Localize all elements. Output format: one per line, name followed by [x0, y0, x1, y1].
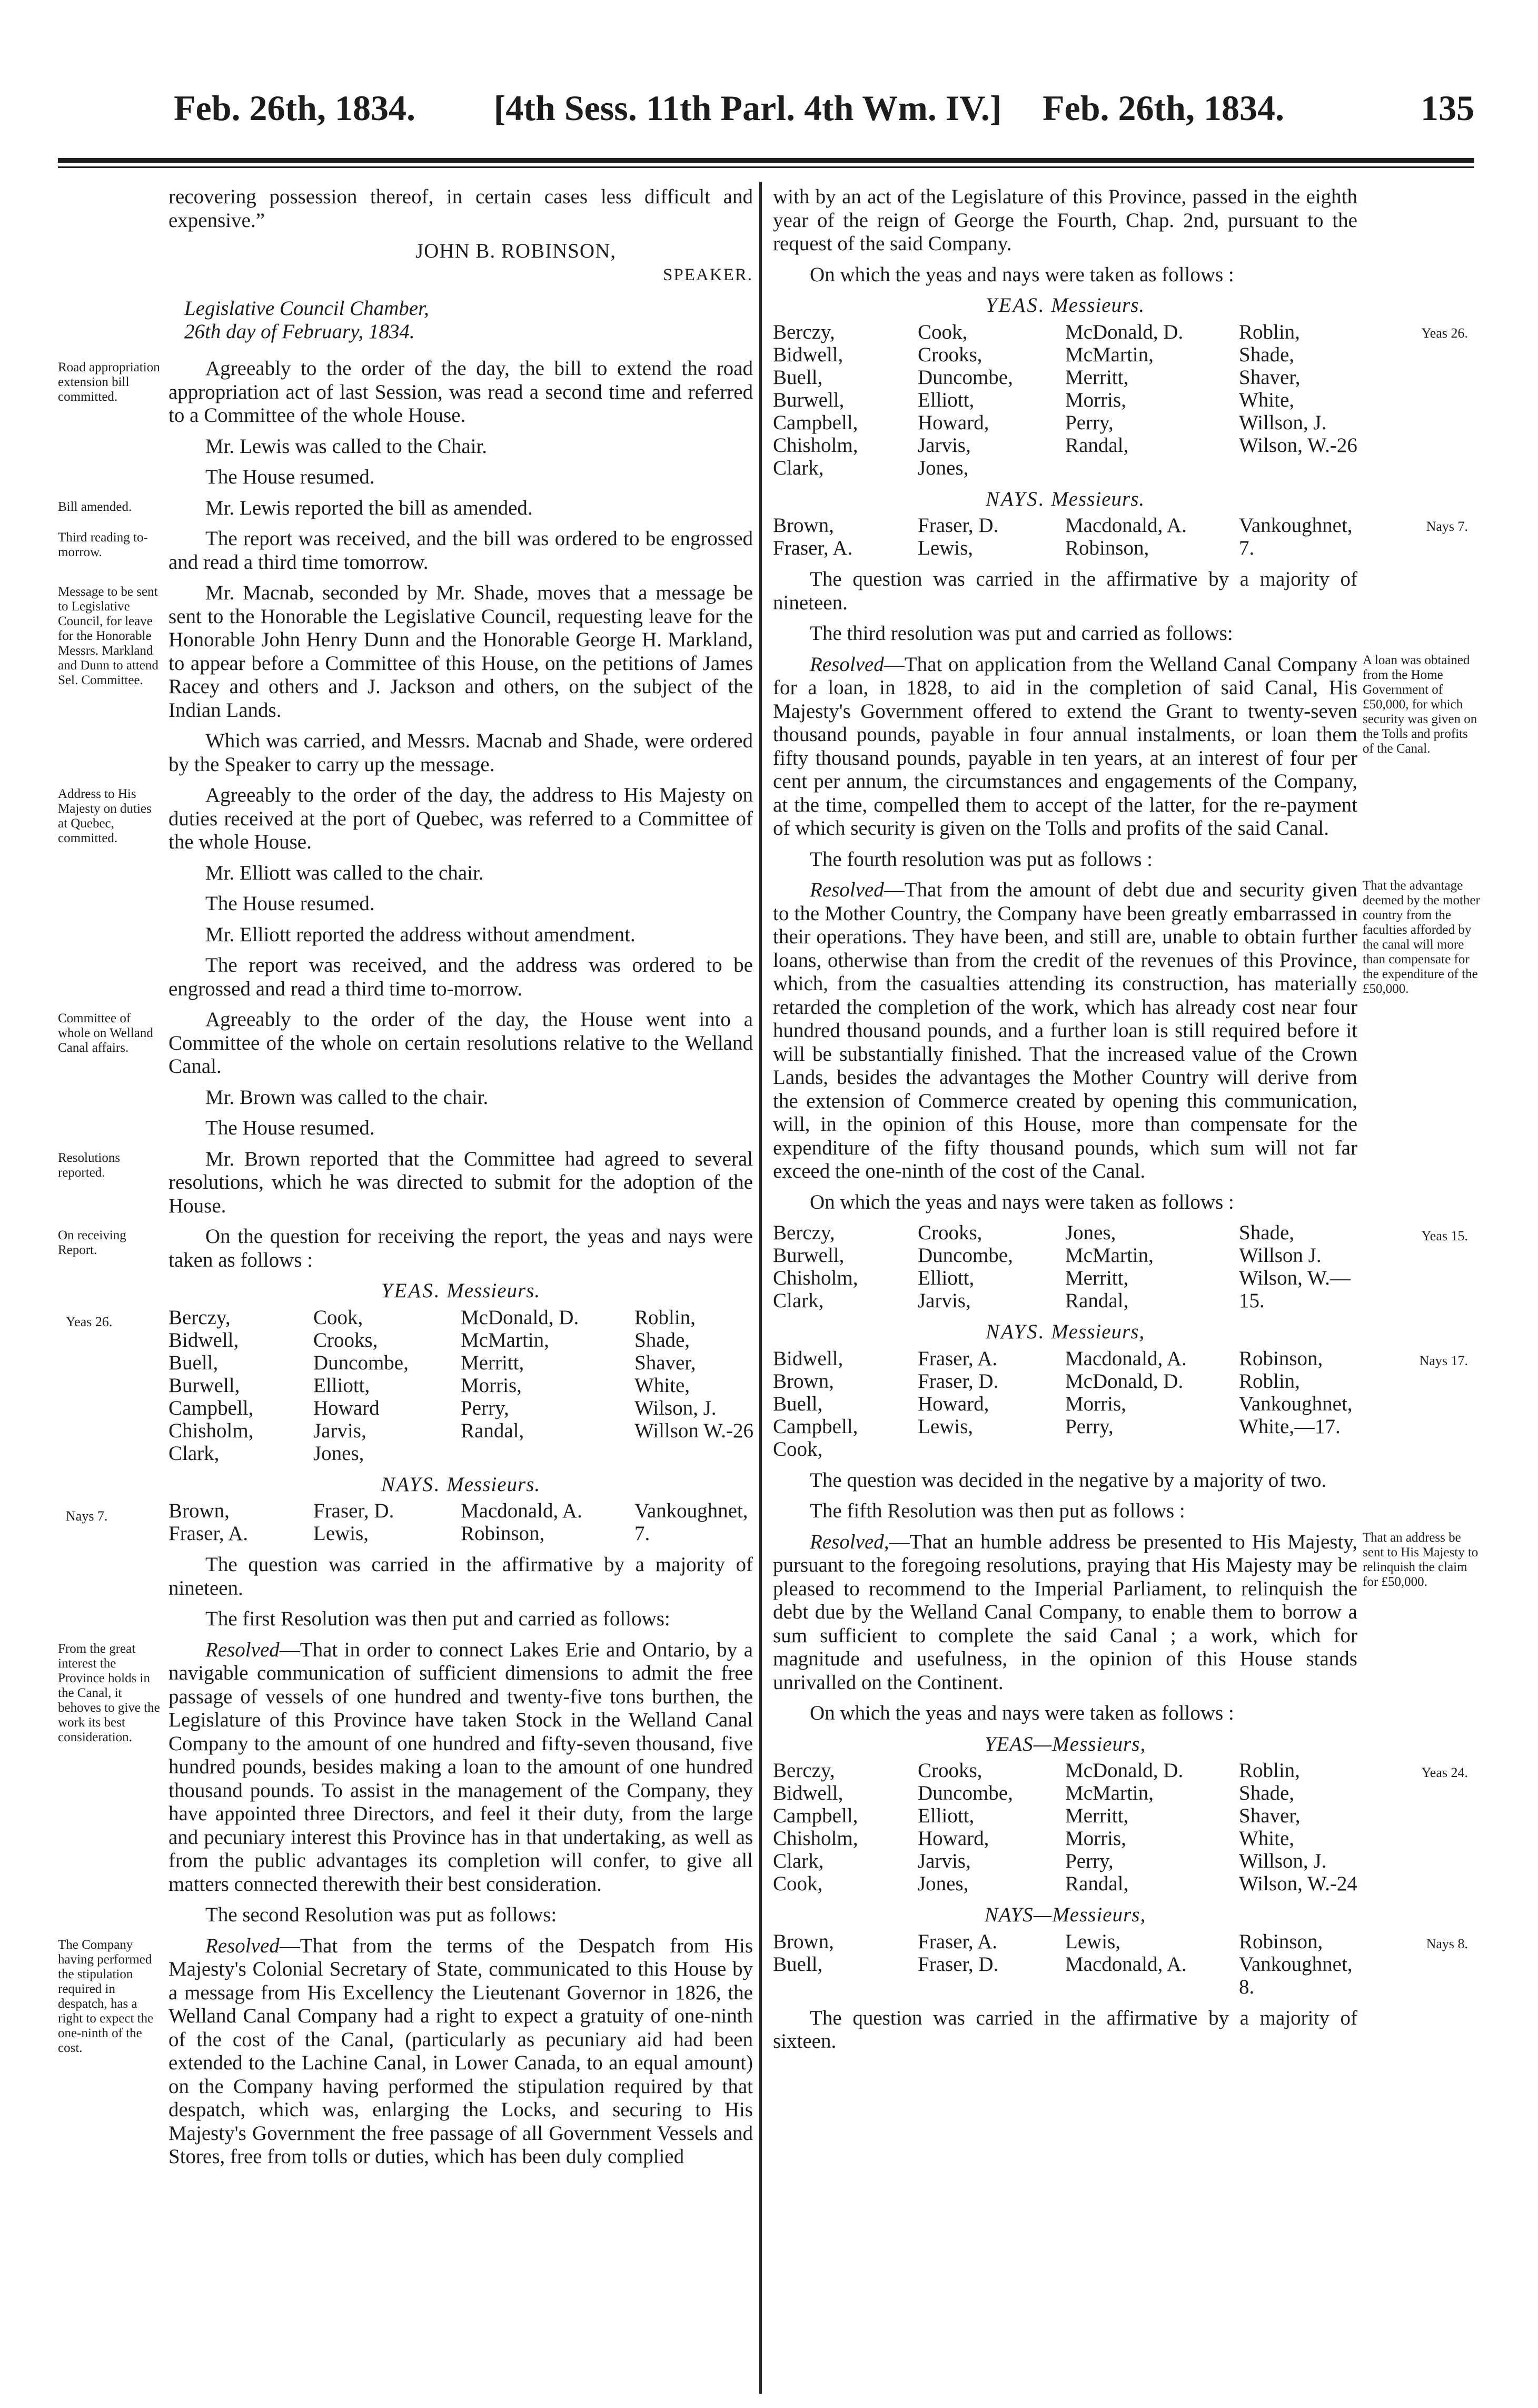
nays-count: Nays 7.: [66, 1508, 108, 1524]
carried-paragraph: Which was carried, and Messrs. Macnab and Shade, were ordered by the Speaker to carry up the message.: [168, 729, 753, 776]
member-name: Cook,: [773, 1437, 823, 1460]
road-bill-text: Agreeably to the order of the day, the bill to extend the road appropriation act of last Session, was read a second time and referred to a Committee of the whole House.: [168, 357, 753, 427]
brown-report-text: Mr. Brown reported that the Committee had agreed to several resolutions, which he was directed to submit for the adoption of the House.: [168, 1147, 753, 1217]
yeas-count-1: Yeas 26.: [1421, 325, 1468, 341]
margin-note-third: Third reading to-morrow.: [58, 530, 148, 559]
member-name: McMartin,: [1065, 1244, 1154, 1267]
member-name: Clark,: [773, 1289, 824, 1312]
nays-label: NAYS.: [381, 1473, 441, 1496]
member-name: McDonald, D.: [1065, 320, 1184, 343]
nays-label: NAYS.: [985, 487, 1046, 510]
member-name: Wilson, W.—: [1239, 1267, 1351, 1289]
member-name: Fraser, A.: [918, 1347, 998, 1370]
member-name: Shaver,: [1239, 366, 1301, 389]
member-name: [773, 1976, 918, 1998]
nays-vote-block-3: [773, 1930, 1468, 1998]
nays-heading-1: [773, 488, 1357, 511]
member-name: Campbell,: [773, 411, 858, 434]
member-name: Bidwell,: [168, 1328, 239, 1351]
third-resolution-text: —That on application from the Welland Canal Company for a loan, in 1828, to aid in the completion of said Canal, His Majesty's Government offered to extend the Grant to twenty-seven thousand pounds, payable in four annual instalments, or loan them fifty thousand pounds, payable in ten years, at an interest of four per cent per annum, the circumstances and engagements of the Company, at the time, compelled them to accept of the latter, for the re-payment of which security is given on the Tolls and profits of the said Canal.: [773, 653, 1357, 840]
member-name: Randal,: [461, 1419, 524, 1442]
address-text: Agreeably to the order of the day, the address to His Majesty on duties received at the port of Quebec, was referred to a Committee of the whole House.: [168, 784, 753, 853]
member-name: Duncombe,: [918, 1244, 1013, 1267]
nays-heading-3: NAYS—Messieurs,: [984, 1903, 1146, 1926]
member-name: Elliott,: [918, 1804, 975, 1827]
lewis-report-text: Mr. Lewis reported the bill as amended.: [205, 496, 533, 519]
resolved-label: Resolved: [205, 1638, 280, 1661]
member-name: Perry,: [1065, 411, 1114, 434]
messieurs-label: Messieurs.: [1051, 294, 1145, 317]
member-name: Perry,: [1065, 1415, 1114, 1438]
member-name: [461, 1442, 634, 1465]
member-name: Lewis,: [918, 537, 974, 559]
member-name: Crooks,: [918, 1759, 983, 1782]
third-resolution-intro: The third resolution was put and carried as follows:: [810, 622, 1233, 645]
yeas-label: YEAS.: [985, 294, 1046, 317]
yeas-intro-3: On which the yeas and nays were taken as follows :: [810, 1702, 1234, 1724]
header-date-right: Feb. 26th, 1834.: [1043, 87, 1284, 128]
member-name: Chisholm,: [773, 1827, 858, 1850]
member-name: Jones,: [1065, 1221, 1116, 1244]
member-name: Clark,: [773, 456, 824, 479]
nays-heading-2: [773, 1320, 1357, 1344]
member-name: Howard,: [918, 1827, 989, 1850]
member-name: Clark,: [168, 1442, 220, 1465]
member-name: McMartin,: [461, 1328, 549, 1351]
yeas-count-2: Yeas 15.: [1421, 1228, 1468, 1244]
majority-paragraph-3: The question was carried in the affirmative by a majority of sixteen.: [773, 2006, 1357, 2052]
member-name: Brown,: [773, 514, 834, 537]
message-text: Mr. Macnab, seconded by Mr. Shade, moves that a message be sent to the Honorable the Legislative Council, requesting leave for the Honorable John Henry Dunn and the Honorable George H. Markland, to appear before a Committee of this House, on the petitions of James Racey and others and J. Jackson and others, on the subject of the Indian Lands.: [168, 581, 753, 722]
member-name: McDonald, D.: [1065, 1369, 1184, 1393]
member-name: Vankoughnet,: [1239, 1392, 1353, 1415]
member-name: Elliott,: [918, 1267, 975, 1289]
member-name: Duncombe,: [313, 1351, 409, 1374]
member-name: 8.: [1239, 1975, 1255, 1998]
member-name: Shade,: [1239, 343, 1295, 366]
member-name: [1065, 1438, 1239, 1460]
member-name: McMartin,: [1065, 1782, 1154, 1804]
member-name: Campbell,: [168, 1396, 254, 1419]
member-name: Wilson, W.-26: [1239, 433, 1357, 457]
member-name: Bidwell,: [773, 1347, 844, 1370]
yeas-vote-block-1: [773, 320, 1468, 479]
messieurs-label: Messieurs.: [446, 1279, 541, 1302]
member-name: Macdonald, A.: [1065, 514, 1187, 537]
member-name: McDonald, D.: [1065, 1759, 1184, 1782]
nays-name-list-3: [773, 1930, 1357, 1998]
messieurs-label: Messieurs,: [1051, 1320, 1145, 1343]
member-name: Fraser, A.: [918, 1930, 998, 1953]
committee-text: Agreeably to the order of the day, the House went into a Committee of the whole on certain resolutions relative to the Welland Canal.: [168, 1008, 753, 1078]
member-name: Howard: [313, 1396, 380, 1419]
nays-vote-block-1: [773, 514, 1468, 559]
messieurs-label: Messieurs.: [1051, 487, 1145, 510]
margin-note-committee: Committee of whole on Welland Canal affairs.: [58, 1011, 153, 1055]
dateline-place: Legislative Council Chamber,: [184, 297, 429, 320]
yeas-vote-block-2: [773, 1221, 1468, 1312]
member-name: Burwell,: [773, 1244, 845, 1267]
right-column: [773, 185, 1480, 2061]
member-name: Roblin,: [1239, 320, 1300, 343]
nays-heading: [168, 1473, 753, 1497]
member-name: Roblin,: [1239, 1369, 1300, 1393]
intro-paragraph: recovering possession thereof, in certain cases less difficult and expensive.”: [168, 185, 753, 232]
message-paragraph: [58, 581, 753, 722]
member-name: Lewis,: [918, 1415, 974, 1438]
header-rule-thick: [58, 158, 1474, 163]
house-resumed-1: The House resumed.: [205, 466, 375, 488]
member-name: Buell,: [168, 1351, 219, 1374]
member-name: Jarvis,: [918, 1850, 971, 1872]
road-bill-paragraph: [58, 357, 753, 428]
signature: JOHN B. ROBINSON,: [415, 240, 616, 262]
member-name: Willson J.: [1239, 1244, 1322, 1267]
margin-note-receiving: On receiving Report.: [58, 1228, 126, 1257]
member-name: Berczy,: [773, 320, 835, 343]
member-name: Wilson, W.-24: [1239, 1872, 1357, 1895]
margin-note-fourth-resolution: That the advantage deemed by the mother country from the faculties afforded by the canal will more than compensate for the expenditure of the £50,000.: [1363, 879, 1480, 996]
member-name: Brown,: [773, 1930, 834, 1953]
yeas-name-list: [168, 1306, 753, 1465]
member-name: Jones,: [313, 1442, 364, 1465]
margin-note-amended: Bill amended.: [58, 499, 132, 514]
member-name: Brown,: [168, 1499, 230, 1522]
member-name: Vankoughnet,: [1239, 514, 1353, 537]
question-text: On the question for receiving the report, the yeas and nays were taken as follows :: [168, 1225, 753, 1271]
member-name: Shade,: [634, 1328, 690, 1351]
member-name: Merritt,: [461, 1351, 524, 1374]
question-paragraph: [58, 1225, 753, 1272]
member-name: Robinson,: [1239, 1930, 1323, 1953]
yeas-name-list-1: [773, 321, 1357, 479]
member-name: Cook,: [313, 1306, 363, 1329]
page-number: 135: [1421, 87, 1474, 128]
fifth-resolution-text: —That an humble address be presented to His Majesty, pursuant to the foregoing resolutions, praying that His Majesty may be pleased to recommend to the Imperial Parliament, to relinquish the debt due by the Welland Canal Company, to enable them to borrow a sum sufficient to complete the said Canal ; a work, which for magnitude and usefulness, in the opinion of this House stands unrivalled on the Continent.: [773, 1530, 1357, 1694]
nays-count-2: Nays 17.: [1419, 1353, 1468, 1368]
member-name: Howard,: [918, 411, 989, 434]
member-name: Morris,: [1065, 1392, 1126, 1415]
member-name: [918, 1438, 1065, 1460]
elliott-chair: Mr. Elliott was called to the chair.: [205, 861, 484, 884]
member-name: Vankoughnet,: [634, 1499, 748, 1522]
lewis-chair: Mr. Lewis was called to the Chair.: [205, 435, 488, 458]
member-name: Campbell,: [773, 1804, 858, 1827]
fifth-resolution: [773, 1530, 1479, 1695]
member-name: White,: [1239, 1827, 1295, 1850]
member-name: Berczy,: [773, 1759, 835, 1782]
member-name: Shade,: [1239, 1221, 1295, 1244]
margin-note-road: Road appropriation extension bill committed.: [58, 360, 160, 404]
member-name: Merritt,: [1065, 366, 1129, 389]
member-name: Merritt,: [1065, 1804, 1129, 1827]
house-resumed-3: The House resumed.: [205, 1117, 375, 1139]
member-name: Crooks,: [313, 1328, 378, 1351]
member-name: Jarvis,: [313, 1419, 366, 1442]
nays-name-list-1: [773, 514, 1357, 559]
member-name: Willson W.-26: [634, 1419, 753, 1442]
member-name: Clark,: [773, 1850, 824, 1872]
member-name: Crooks,: [918, 343, 983, 366]
header-rule-thin: [58, 166, 1474, 168]
member-name: Macdonald, A.: [1065, 1347, 1187, 1370]
member-name: Roblin,: [1239, 1759, 1300, 1782]
member-name: Burwell,: [168, 1374, 240, 1397]
member-name: Campbell,: [773, 1415, 858, 1438]
member-name: Macdonald, A.: [461, 1499, 582, 1522]
nays-count-1: Nays 7.: [1426, 519, 1468, 534]
member-name: Berczy,: [773, 1221, 835, 1244]
member-name: Shaver,: [1239, 1804, 1301, 1827]
member-name: Lewis,: [313, 1522, 369, 1545]
member-name: White,—17.: [1239, 1415, 1341, 1438]
member-name: McMartin,: [1065, 343, 1154, 366]
member-name: Fraser, D.: [918, 514, 999, 537]
member-name: Roblin,: [634, 1306, 696, 1329]
nays-vote-block: [66, 1499, 753, 1545]
member-name: Chisholm,: [773, 433, 858, 457]
first-resolution: [58, 1638, 753, 1897]
yeas-heading-1: [773, 294, 1357, 318]
negative-paragraph: The question was decided in the negative by a majority of two.: [810, 1468, 1327, 1492]
member-name: Morris,: [461, 1374, 522, 1397]
yeas-label: YEAS.: [381, 1279, 441, 1302]
yeas-intro-1: On which the yeas and nays were taken as follows :: [810, 263, 1234, 286]
member-name: White,: [1239, 388, 1295, 411]
member-name: Shaver,: [634, 1351, 696, 1374]
member-name: [634, 1442, 753, 1465]
yeas-name-list-2: [773, 1221, 1357, 1312]
page-header: [174, 79, 1474, 137]
member-name: Chisholm,: [168, 1419, 254, 1442]
yeas-intro-2: On which the yeas and nays were taken as follows :: [810, 1190, 1234, 1213]
majority-paragraph-1: The question was carried in the affirmative by a majority of nineteen.: [773, 568, 1357, 614]
yeas-vote-block-3: [773, 1759, 1468, 1895]
member-name: Elliott,: [918, 388, 975, 411]
yeas-heading: [168, 1279, 753, 1303]
member-name: Chisholm,: [773, 1267, 858, 1289]
address-paragraph: [58, 784, 753, 854]
house-resumed-2: The House resumed.: [205, 892, 375, 915]
margin-note-second: The Company having performed the stipulation required in despatch, has a right to expect the one-ninth of the cost.: [58, 1937, 154, 2055]
dateline-date: 26th day of February, 1834.: [184, 320, 415, 343]
member-name: Shade,: [1239, 1782, 1295, 1804]
margin-note-resolutions: Resolutions reported.: [58, 1150, 121, 1180]
left-column: [58, 185, 753, 2176]
yeas-name-list-3: [773, 1759, 1357, 1895]
yeas-heading-3: YEAS—Messieurs,: [984, 1732, 1146, 1755]
nays-count-3: Nays 8.: [1426, 1936, 1468, 1951]
member-name: Perry,: [461, 1396, 509, 1419]
majority-paragraph: The question was carried in the affirmative by a majority of nineteen.: [168, 1553, 753, 1600]
margin-note-address: Address to His Majesty on duties at Quebec, committed.: [58, 787, 152, 845]
nays-vote-block-2: [773, 1347, 1468, 1460]
member-name: Robinson,: [461, 1522, 545, 1545]
member-name: [918, 1976, 1065, 1998]
margin-note-first: From the great interest the Province holds in the Canal, it behoves to give the work its best consideration.: [58, 1641, 160, 1744]
brown-report-paragraph: [58, 1147, 753, 1218]
continued-paragraph: with by an act of the Legislature of this Province, passed in the eighth year of the reign of George the Fourth, Chap. 2nd, pursuant to the request of the said Company.: [773, 185, 1357, 255]
nays-label: NAYS.: [985, 1320, 1046, 1343]
speaker-title: SPEAKER.: [663, 265, 753, 284]
member-name: Buell,: [773, 1952, 823, 1976]
resolved-label: Resolved: [205, 1934, 280, 1957]
brown-chair: Mr. Brown was called to the chair.: [205, 1085, 489, 1109]
second-resolution: [58, 1934, 753, 2169]
nays-name-list-2: [773, 1347, 1357, 1460]
first-resolution-text: —That in order to connect Lakes Erie and Ontario, by a navigable communication of sufficient dimensions to admit the free passage of vessels of one hundred and twenty-five tons burthen, the Legislature of this Province have taken Stock in the Welland Canal Company to the amount of one hundred and fifty-seven thousand, five hundred pounds, besides making a loan to the amount of one hundred thousand pounds. To assist in the management of the Company, they have appointed three Directors, and feel it their duty, from the large and pecuniary interest this Province has in that undertaking, as well as from the public advantages its completion will confer, to give all matters connected therewith their best consideration.: [168, 1638, 753, 1896]
resolved-label: Resolved: [810, 879, 884, 901]
yeas-vote-block: [66, 1306, 753, 1465]
engrossed-paragraph: The report was received, and the address was ordered to be engrossed and read a third time to-morrow.: [168, 954, 753, 1000]
dateline: [184, 297, 753, 343]
member-name: Morris,: [1065, 1827, 1126, 1850]
margin-note-message: Message to be sent to Legislative Council, for leave for the Honorable Messrs. Markland and Dunn to attend Sel. Committee.: [58, 585, 158, 687]
member-name: Burwell,: [773, 388, 845, 411]
member-name: 7.: [634, 1522, 650, 1545]
member-name: Robinson,: [1239, 1347, 1323, 1370]
member-name: Randal,: [1065, 1289, 1129, 1312]
third-reading-text: The report was received, and the bill was ordered to be engrossed and read a third time tomorrow.: [168, 527, 753, 574]
first-resolution-intro: The first Resolution was then put and carried as follows:: [205, 1607, 670, 1630]
header-session: [4th Sess. 11th Parl. 4th Wm. IV.]: [493, 87, 1002, 128]
member-name: Morris,: [1065, 388, 1126, 411]
margin-note-third-resolution: A loan was obtained from the Home Government of £50,000, for which security was given on the Tolls and profits of the Canal.: [1363, 653, 1477, 756]
member-name: Willson, J.: [1239, 411, 1327, 434]
member-name: Berczy,: [168, 1306, 231, 1329]
member-name: Howard,: [918, 1392, 989, 1415]
member-name: Macdonald, A.: [1065, 1952, 1187, 1976]
member-name: Jarvis,: [918, 1289, 971, 1312]
member-name: Robinson,: [1065, 537, 1149, 559]
member-name: Buell,: [773, 366, 823, 389]
member-name: Duncombe,: [918, 366, 1013, 389]
second-resolution-intro: The second Resolution was put as follows:: [205, 1903, 557, 1926]
member-name: Jones,: [918, 1872, 969, 1895]
yeas-count: Yeas 26.: [66, 1314, 113, 1329]
committee-paragraph: [58, 1008, 753, 1079]
member-name: Fraser, D.: [918, 1369, 999, 1393]
member-name: [1239, 457, 1357, 479]
member-name: Randal,: [1065, 433, 1129, 457]
second-resolution-text: —That from the terms of the Despatch from His Majesty's Colonial Secretary of State, communicated to this House by a message from His Excellency the Lieutenant Governor in 1826, the Welland Canal Company had a right to expect a gratuity of one-ninth of the cost of the Canal, (particularly as pecuniary aid had been extended to the Lachine Canal, in Lower Canada, to an equal amount) on the Company having performed the stipulation required by that despatch, which was, enlarging the Locks, and securing to His Majesty's Government the free passage of all Government Vessels and Stores, free from tolls or duties, which has been duly complied: [168, 1934, 753, 2168]
member-name: Fraser, A.: [773, 537, 853, 559]
member-name: Brown,: [773, 1369, 834, 1393]
member-name: [1065, 1976, 1239, 1998]
fourth-resolution-intro: The fourth resolution was put as follows :: [810, 847, 1153, 871]
header-date-left: Feb. 26th, 1834.: [174, 87, 415, 128]
member-name: Jones,: [918, 456, 969, 479]
third-reading-paragraph: [58, 527, 753, 574]
member-name: Bidwell,: [773, 343, 844, 366]
member-name: 15.: [1239, 1289, 1265, 1312]
yeas-count-3: Yeas 24.: [1421, 1765, 1468, 1780]
member-name: [1065, 457, 1239, 479]
member-name: Cook,: [773, 1872, 823, 1895]
member-name: Buell,: [773, 1392, 823, 1415]
messieurs-label: Messieurs.: [446, 1473, 541, 1496]
member-name: Fraser, A.: [168, 1522, 249, 1545]
margin-note-fifth-resolution: That an address be sent to His Majesty to relinquish the claim for £50,000.: [1363, 1530, 1479, 1589]
member-name: Crooks,: [918, 1221, 983, 1244]
member-name: White,: [634, 1374, 690, 1397]
member-name: Wilson, J.: [634, 1396, 717, 1419]
member-name: Fraser, D.: [918, 1952, 999, 1976]
resolved-label: Resolved,: [810, 1530, 889, 1553]
member-name: [1239, 1438, 1357, 1460]
member-name: Cook,: [918, 320, 968, 343]
member-name: Perry,: [1065, 1850, 1114, 1872]
member-name: McDonald, D.: [461, 1306, 579, 1329]
member-name: 7.: [1239, 537, 1255, 559]
resolved-label: Resolved: [810, 653, 884, 676]
fifth-resolution-intro: The fifth Resolution was then put as follows :: [810, 1499, 1185, 1522]
lewis-report-paragraph: [58, 496, 753, 520]
column-divider: [759, 182, 762, 2394]
member-name: Bidwell,: [773, 1782, 844, 1804]
member-name: Merritt,: [1065, 1267, 1129, 1289]
member-name: Elliott,: [313, 1374, 370, 1397]
third-resolution: [773, 653, 1477, 841]
fourth-resolution: [773, 879, 1480, 1183]
member-name: Duncombe,: [918, 1782, 1013, 1804]
member-name: Willson, J.: [1239, 1850, 1327, 1872]
member-name: Fraser, D.: [313, 1499, 394, 1522]
fourth-resolution-text: —That from the amount of debt due and security given to the Mother Country, the Company have been greatly embarrassed in their operations. They have been, and still are, unable to obtain further loans, otherwise than from the credit of the revenues of this Province, which, from the casualties attending its construction, has materially retarded the completion of the work, which has already cost near four hundred thousand pounds, and a further loan is still required before it will be substantially finished. That the increased value of the Crown Lands, besides the advantages the Mother Country will derive from the extension of Commerce created by opening this communication, will, in the opinion of this House, more than compensate for the expenditure of the fifty thousand pounds, which sum will not far exceed the one-ninth of the cost of the Canal.: [773, 879, 1357, 1182]
member-name: Lewis,: [1065, 1930, 1121, 1953]
nays-name-list: [168, 1499, 753, 1545]
member-name: Randal,: [1065, 1872, 1129, 1895]
member-name: Jarvis,: [918, 433, 971, 457]
elliott-report: Mr. Elliott reported the address without amendment.: [205, 923, 636, 946]
member-name: Vankoughnet,: [1239, 1952, 1353, 1976]
